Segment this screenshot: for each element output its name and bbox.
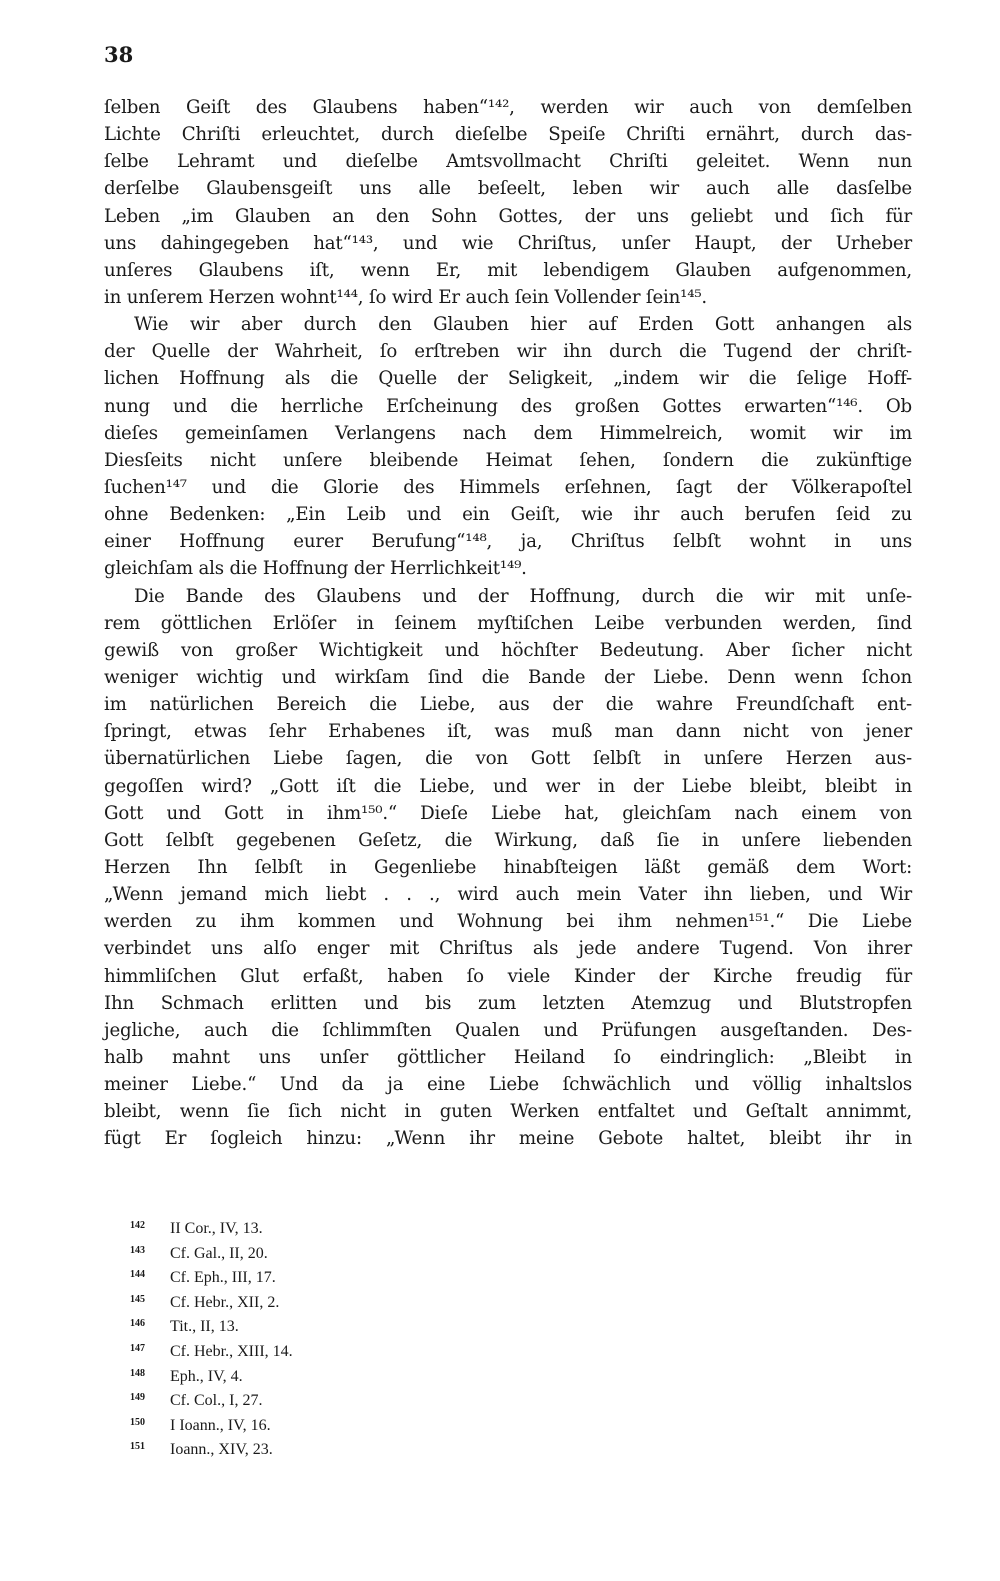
- text-line: der Quelle der Wahrheit, ſo erſtreben wir ihn durch die Tugend der chriſt-: [104, 341, 912, 363]
- footnote-number: 150: [130, 1416, 145, 1428]
- text-line: ſelben Geiſt des Glaubens haben“¹⁴², werden wir auch von demſelben: [104, 97, 912, 118]
- footnote-text: Cf. Hebr., XIII, 14.: [170, 1342, 293, 1360]
- text-line: ſuchen¹⁴⁷ und die Glorie des Himmels erſehnen, ſagt der Völkerapoſtel: [104, 476, 912, 498]
- text-line: himmliſchen Glut erfaßt, haben ſo viele Kinder der Kirche freudig für: [104, 965, 912, 987]
- footnote-number: 149: [130, 1392, 145, 1404]
- text-line: einer Hoffnung eurer Berufung“¹⁴⁸, ja, Chriſtus ſelbſt wohnt in uns: [104, 531, 912, 553]
- text-line: weniger wichtig und wirkſam ſind die Bande der Liebe. Denn wenn ſchon: [104, 666, 912, 688]
- text-line: jegliche, auch die ſchlimmſten Qualen und Prüfungen ausgeſtanden. Des-: [104, 1019, 912, 1041]
- footnote: [130, 1263, 293, 1288]
- text-line: in unſerem Herzen wohnt¹⁴⁴, ſo wird Er auch ſein Vollender ſein¹⁴⁵.: [104, 286, 708, 308]
- text-line: gegoſſen wird? „Gott iſt die Liebe, und wer in der Liebe bleibt, bleibt in: [104, 775, 912, 797]
- text-line: derſelbe Glaubensgeiſt uns alle beſeelt, leben wir auch alle dasſelbe: [104, 178, 912, 200]
- footnote-number: 147: [130, 1342, 145, 1354]
- footnote-text: Eph., IV, 4.: [170, 1367, 243, 1385]
- text-line: bleibt, wenn ſie ſich nicht in guten Werken entfaltet und Geſtalt annimmt,: [104, 1101, 912, 1123]
- text-line: nung und die herrliche Erſcheinung des großen Gottes erwarten“¹⁴⁶. Ob: [104, 395, 912, 417]
- text-line: halb mahnt uns unſer göttlicher Heiland ſo eindringlich: „Bleibt in: [104, 1046, 912, 1068]
- footnote: [130, 1337, 293, 1362]
- text-line: Herzen Ihn ſelbſt in Gegenliebe hinabſteigen läßt gemäß dem Wort:: [104, 856, 912, 878]
- text-line: ſpringt, etwas ſehr Erhabenes iſt, was muß man dann nicht von jener: [104, 721, 912, 743]
- footnote: [130, 1435, 293, 1460]
- footnote-text: II Cor., IV, 13.: [170, 1220, 263, 1237]
- text-line: gleichſam als die Hoffnung der Herrlichkeit¹⁴⁹.: [104, 558, 527, 580]
- footnote: [130, 1288, 293, 1313]
- footnote-text: Ioann., XIV, 23.: [170, 1441, 273, 1459]
- text-line: gewiß von großer Wichtigkeit und höchſter Bedeutung. Aber ſicher nicht: [104, 639, 912, 661]
- footnote: [130, 1312, 293, 1337]
- footnote-text: I Ioann., IV, 16.: [170, 1416, 271, 1434]
- text-line: werden zu ihm kommen und Wohnung bei ihm nehmen¹⁵¹.“ Die Liebe: [104, 911, 912, 933]
- footnote-number: 142: [130, 1220, 145, 1231]
- text-line: lichen Hoffnung als die Quelle der Seligkeit, „indem wir die ſelige Hoff-: [104, 368, 912, 390]
- text-line: uns dahingegeben hat“¹⁴³, und wie Chriſtus, unſer Haupt, der Urheber: [104, 232, 912, 254]
- footnote: [130, 1411, 293, 1436]
- footnotes: [130, 1214, 293, 1460]
- text-line: fügt Er ſogleich hinzu: „Wenn ihr meine Gebote haltet, bleibt ihr in: [104, 1128, 912, 1150]
- footnote-number: 148: [130, 1367, 145, 1379]
- text-line: ohne Bedenken: „Ein Leib und ein Geiſt, wie ihr auch berufen ſeid zu: [104, 504, 912, 526]
- text-line: ſelbe Lehramt und dieſelbe Amtsvollmacht Chriſti geleitet. Wenn nun: [104, 151, 912, 173]
- footnote-text: Tit., II, 13.: [170, 1318, 239, 1336]
- footnote-text: Cf. Gal., II, 20.: [170, 1244, 268, 1262]
- footnote-number: 144: [130, 1269, 145, 1281]
- text-line: übernatürlichen Liebe ſagen, die von Gott ſelbſt in unſere Herzen aus-: [104, 748, 912, 770]
- footnote-text: Cf. Hebr., XII, 2.: [170, 1293, 280, 1311]
- text-line: Gott ſelbſt gegebenen Geſetz, die Wirkung, daß ſie in unſere liebenden: [104, 829, 912, 851]
- footnote-text: Cf. Eph., III, 17.: [170, 1269, 276, 1287]
- text-line: Lichte Chriſti erleuchtet, durch dieſelbe Speiſe Chriſti ernährt, durch das-: [104, 124, 912, 146]
- footnote-text: Cf. Col., I, 27.: [170, 1392, 263, 1410]
- text-line: dieſes gemeinſamen Verlangens nach dem Himmelreich, womit wir im: [104, 422, 912, 444]
- paragraph-first-line: Die Bande des Glaubens und der Hoffnung, durch die wir mit unſe-: [134, 585, 912, 607]
- footnote-number: 143: [130, 1244, 145, 1256]
- footnote: [130, 1239, 293, 1264]
- page-number: 38: [104, 42, 134, 67]
- footnote: [130, 1362, 293, 1387]
- text-line: „Wenn jemand mich liebt . . ., wird auch mein Vater ihn lieben, und Wir: [104, 884, 912, 906]
- body-text: [104, 94, 912, 1152]
- text-line: unſeres Glaubens iſt, wenn Er, mit lebendigem Glauben aufgenommen,: [104, 259, 912, 281]
- text-line: Gott und Gott in ihm¹⁵⁰.“ Dieſe Liebe hat, gleichſam nach einem von: [104, 802, 912, 824]
- text-line: rem göttlichen Erlöſer in ſeinem myſtiſchen Leibe verbunden werden, ſind: [104, 612, 912, 634]
- text-line: verbindet uns alſo enger mit Chriſtus als jede andere Tugend. Von ihrer: [104, 938, 912, 960]
- footnote-number: 145: [130, 1293, 145, 1305]
- text-line: Ihn Schmach erlitten und bis zum letzten Atemzug und Blutstropfen: [104, 992, 912, 1014]
- text-line: Leben „im Glauben an den Sohn Gottes, der uns geliebt und ſich für: [104, 205, 912, 227]
- footnote-number: 146: [130, 1318, 145, 1330]
- footnote: [130, 1214, 293, 1239]
- text-line: Diesſeits nicht unſere bleibende Heimat ſehen, ſondern die zukünftige: [104, 449, 912, 471]
- text-line: meiner Liebe.“ Und da ja eine Liebe ſchwächlich und völlig inhaltslos: [104, 1074, 912, 1096]
- footnote: [130, 1386, 293, 1411]
- text-line: im natürlichen Bereich die Liebe, aus der die wahre Freundſchaft ent-: [104, 694, 912, 716]
- footnote-number: 151: [130, 1441, 145, 1453]
- paragraph-first-line: Wie wir aber durch den Glauben hier auf Erden Gott anhangen als: [134, 314, 912, 336]
